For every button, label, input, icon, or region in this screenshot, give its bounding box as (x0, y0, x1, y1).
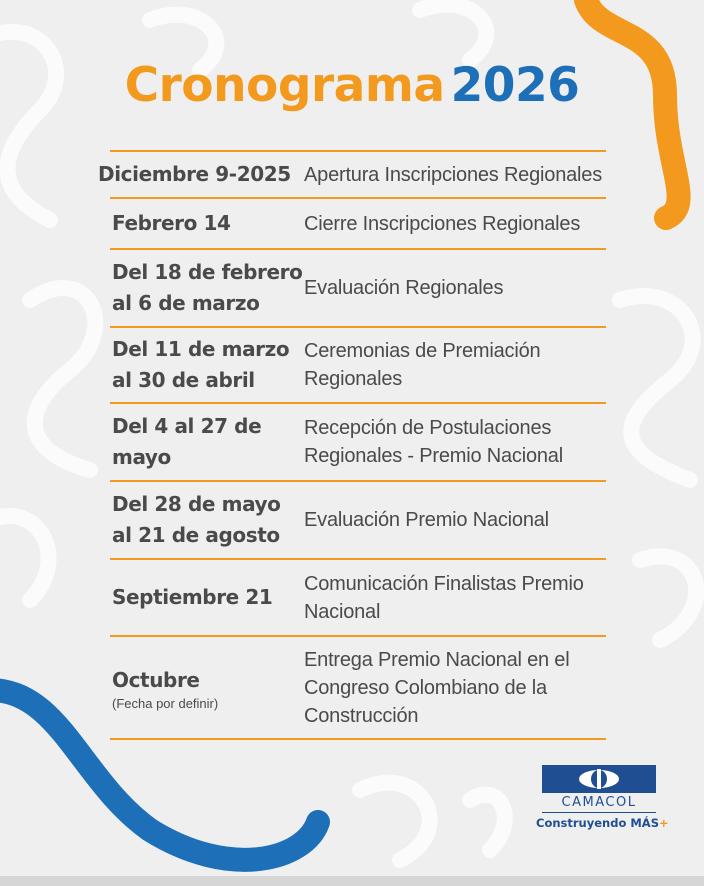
logo-tagline-plus: + (658, 816, 669, 830)
schedule-date: Febrero 14 (112, 211, 231, 235)
logo-tagline (536, 813, 669, 833)
schedule-event: Apertura Inscripciones Regionales (304, 163, 603, 186)
schedule-event: Entrega Premio Nacional en el Congreso Colombiano de la Construcción (304, 648, 570, 727)
schedule-date: Septiembre 21 (112, 585, 273, 609)
schedule-row (110, 250, 606, 328)
schedule-event: Ceremonias de Premiación Regionales (304, 340, 541, 390)
schedule-date: Del 4 al 27 de mayo (112, 414, 262, 469)
schedule-date: Diciembre 9-2025 (98, 162, 291, 186)
schedule-date: Del 28 de mayo al 21 de agosto (112, 492, 281, 547)
logo-tagline-text: Construyendo MÁS (536, 816, 659, 830)
logo-emblem-icon (576, 768, 622, 790)
camacol-logo (536, 765, 669, 833)
title-word: Cronograma (124, 58, 445, 113)
schedule-table (98, 150, 606, 740)
logo-emblem (542, 765, 656, 793)
logo-wordmark: CAMACOL (561, 795, 637, 810)
schedule-date (110, 665, 304, 711)
bottom-strip (0, 876, 704, 886)
schedule-event: Comunicación Finalistas Premio Nacional (304, 572, 584, 623)
schedule-event: Recepción de Postulaciones Regionales - Premio Nacional (304, 417, 563, 467)
schedule-row (110, 328, 606, 404)
schedule-row (110, 404, 606, 482)
schedule-row (110, 637, 606, 740)
schedule-row (110, 199, 606, 250)
schedule-date: Del 11 de marzo al 30 de abril (112, 337, 290, 392)
schedule-event: Evaluación Regionales (304, 277, 504, 299)
schedule-date: Del 18 de febrero al 6 de marzo (112, 260, 303, 315)
title-year: 2026 (450, 58, 580, 113)
schedule-date-main: Octubre (112, 667, 200, 692)
schedule-row (98, 150, 606, 199)
schedule-event: Cierre Inscripciones Regionales (304, 212, 581, 235)
schedule-date-note: (Fecha por definir) (112, 695, 219, 711)
schedule-event: Evaluación Premio Nacional (304, 509, 549, 531)
schedule-row (110, 482, 606, 560)
page-title (0, 58, 704, 113)
schedule-row (110, 560, 606, 637)
